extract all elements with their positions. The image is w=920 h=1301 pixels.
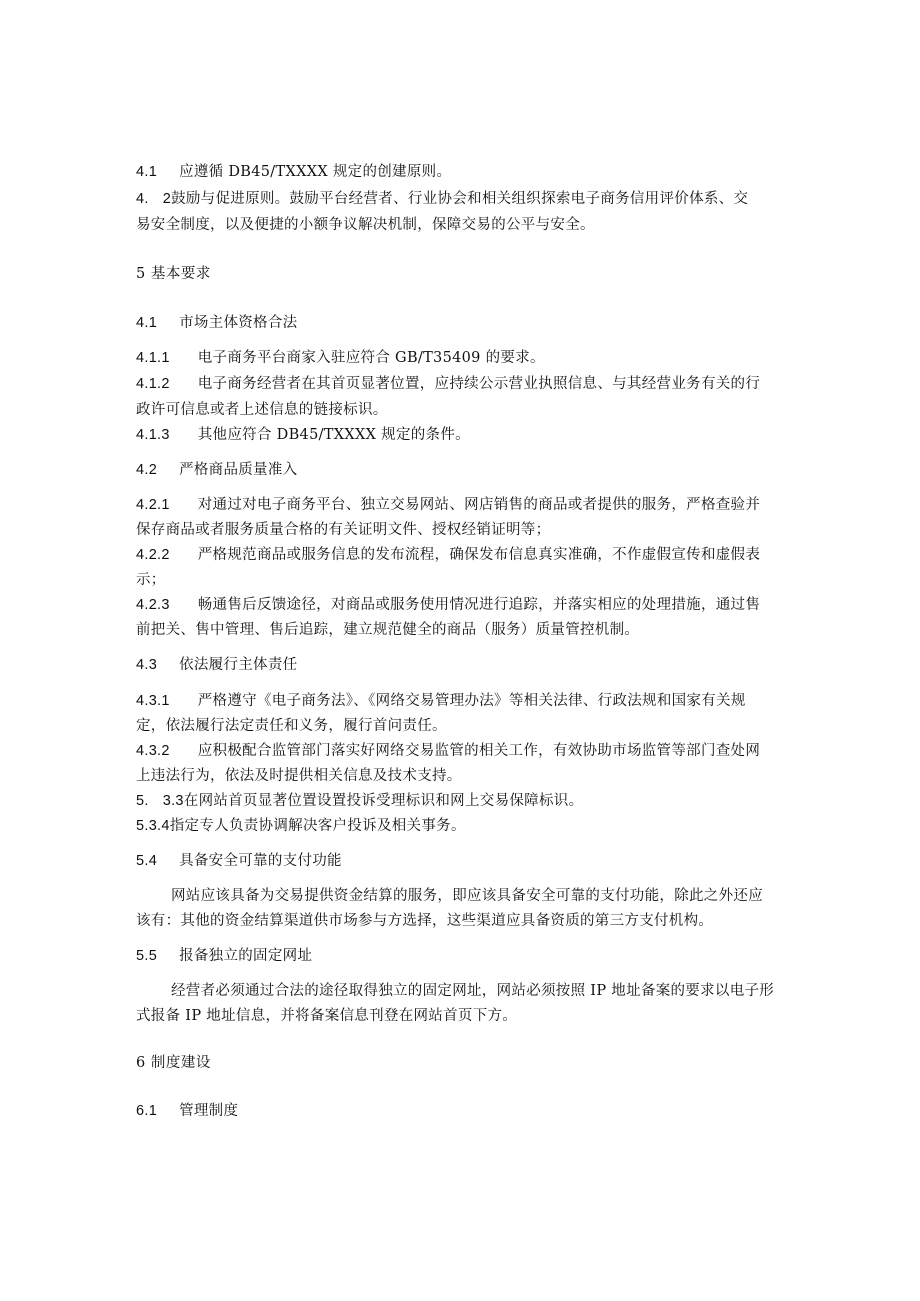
clause-4-2-2-line2 [136,570,796,590]
clause-number-part: 2 [162,191,172,207]
clause-text: 保存商品或者服务质量合格的有关证明文件、授权经销证明等； [136,522,551,538]
clause-4-2-3-line1 [136,595,796,615]
clause-number: 4.2 [136,462,158,478]
clause-number: 5.3.4 [136,818,170,834]
subsection-title: 市场主体资格合法 [179,315,298,331]
subsection-title: 报备独立的固定网址 [179,948,313,964]
clause-4-1-2-line1 [136,374,796,394]
clause-text: 应遵循 DB45/TXXXX 规定的创建原则。 [179,164,452,180]
clause-number: 4.1.2 [136,376,170,392]
clause-4-3-1-line2 [136,716,796,736]
clause-4-3-1-line1 [136,691,796,711]
clause-5-3-4 [136,816,796,836]
paragraph-text: 经营者必须通过合法的途径取得独立的固定网址，网站必须按照 IP 地址备案的要求以电子形 [171,983,775,999]
section-heading-5 [136,264,796,284]
clause-number: 5.5 [136,948,158,964]
clause-text: 指定专人负责协调解决客户投诉及相关事务。 [169,818,466,834]
clause-text: 易安全制度，以及便捷的小额争议解决机制，保障交易的公平与安全。 [136,217,595,233]
clause-number: 4.3.2 [136,743,170,759]
subsection-5-4 [136,851,796,871]
clause-4-2-line1 [136,189,796,209]
subsection-4-3 [136,655,796,675]
paragraph-5-5-line1 [171,981,831,1001]
clause-4-3-2-line2 [136,766,796,786]
clause-text: 鼓励与促进原则。鼓励平台经营者、行业协会和相关组织探索电子商务信用评价体系、交 [171,191,749,207]
subsection-title: 具备安全可靠的支付功能 [179,853,342,869]
paragraph-text: 式报备 IP 地址信息，并将备案信息刊登在网站首页下方。 [136,1008,518,1024]
clause-text: 在网站首页显著位置设置投诉受理标识和网上交易保障标识。 [183,793,584,809]
clause-number: 5.4 [136,853,158,869]
section-title: 6 制度建设 [136,1055,211,1071]
clause-4-2-3-line2 [136,620,796,640]
clause-number: 5. [136,793,149,809]
section-heading-6 [136,1053,796,1073]
clause-text: 严格遵守《电子商务法》、《网络交易管理办法》等相关法律、行政法规和国家有关规 [197,693,746,709]
section-title: 5 基本要求 [136,266,211,282]
clause-number: 4.1 [136,315,158,331]
clause-number: 4.2.2 [136,547,170,563]
subsection-4-2 [136,460,796,480]
clause-number: 4.2.3 [136,597,170,613]
clause-4-1-2-line2 [136,400,796,420]
clause-4-1-1 [136,348,796,368]
clause-text: 前把关、售中管理、售后追踪，建立规范健全的商品（服务）质量管控机制。 [136,622,640,638]
clause-text: 畅通售后反馈途径，对商品或服务使用情况进行追踪，并落实相应的处理措施，通过售 [197,597,761,613]
clause-number: 4.2.1 [136,497,170,513]
clause-text: 电子商务经营者在其首页显著位置，应持续公示营业执照信息、与其经营业务有关的行 [197,376,761,392]
subsection-4-1 [136,313,796,333]
subsection-title: 管理制度 [179,1103,239,1119]
clause-4-3-2-line1 [136,741,796,761]
clause-text: 政许可信息或者上述信息的链接标识。 [136,402,388,418]
clause-number: 4.1.1 [136,350,170,366]
clause-4-1-3 [136,425,796,445]
subsection-6-1 [136,1101,796,1121]
clause-text: 其他应符合 DB45/TXXXX 规定的条件。 [197,427,470,443]
paragraph-5-5-line2 [136,1006,796,1026]
clause-text: 严格规范商品或服务信息的发布流程，确保发布信息真实准确，不作虚假宣传和虚假表 [197,547,761,563]
paragraph-5-4-line1 [171,886,831,906]
clause-4-2-1-line1 [136,495,796,515]
paragraph-text: 网站应该具备为交易提供资金结算的服务，即应该具备安全可靠的支付功能，除此之外还应 [171,888,763,904]
clause-number: 4. [136,191,149,207]
clause-number: 4.1 [136,164,158,180]
clause-text: 示； [136,572,166,588]
clause-4-2-line2 [136,215,796,235]
clause-number: 4.3 [136,657,158,673]
clause-number-part: 3.3 [162,793,184,809]
subsection-title: 严格商品质量准入 [179,462,298,478]
clause-text: 定，依法履行法定责任和义务，履行首问责任。 [136,718,447,734]
clause-4-2-1-line2 [136,520,796,540]
clause-text: 上违法行为，依法及时提供相关信息及技术支持。 [136,768,462,784]
subsection-title: 依法履行主体责任 [179,657,298,673]
paragraph-5-4-line2 [136,911,796,931]
clause-5-3-3 [136,791,796,811]
clause-text: 电子商务平台商家入驻应符合 GB/T35409 的要求。 [197,350,545,366]
paragraph-text: 该有：其他的资金结算渠道供市场参与方选择，这些渠道应具备资质的第三方支付机构。 [136,913,714,929]
clause-4-2-2-line1 [136,545,796,565]
clause-text: 对通过对电子商务平台、独立交易网站、网店销售的商品或者提供的服务，严格查验并 [197,497,761,513]
clause-text: 应积极配合监管部门落实好网络交易监管的相关工作，有效协助市场监管等部门查处网 [197,743,761,759]
subsection-5-5 [136,946,796,966]
clause-4-1 [136,162,796,182]
clause-number: 6.1 [136,1103,158,1119]
clause-number: 4.1.3 [136,427,170,443]
clause-number: 4.3.1 [136,693,170,709]
